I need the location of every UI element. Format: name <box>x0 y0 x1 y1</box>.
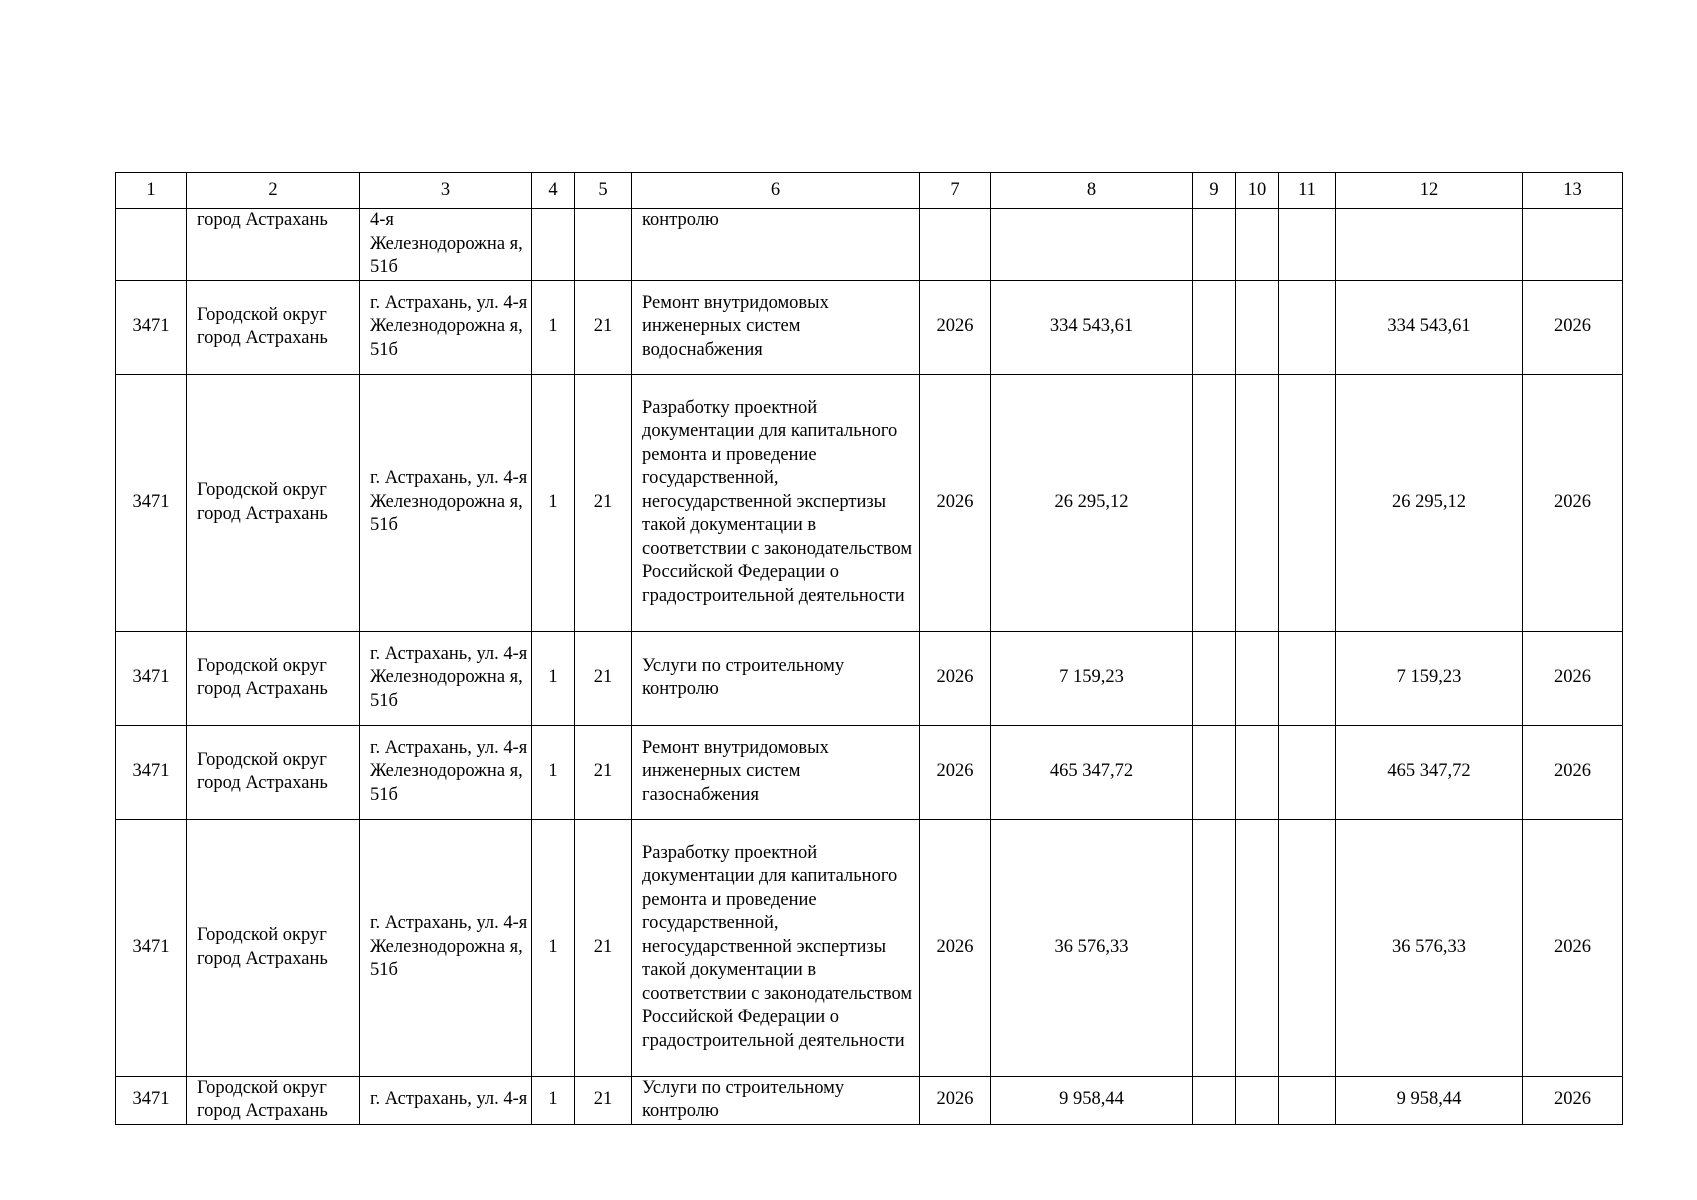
cell-id: 3471 <box>116 1076 187 1124</box>
cell-col10 <box>1236 631 1279 725</box>
cell-work: Ремонт внутридомовых инженерных систем газоснабжения <box>632 725 920 819</box>
cell-col11 <box>1279 725 1336 819</box>
cell-total: 9 958,44 <box>991 1076 1193 1124</box>
cell-col5: 21 <box>575 725 632 819</box>
cell-col9 <box>1193 374 1236 631</box>
cell-work: контролю <box>632 209 920 281</box>
cell-year: 2026 <box>920 1076 991 1124</box>
cell-col5 <box>575 209 632 281</box>
cell-col4: 1 <box>532 280 575 374</box>
cell-col10 <box>1236 280 1279 374</box>
cell-total: 465 347,72 <box>991 725 1193 819</box>
table-row <box>116 725 1623 819</box>
cell-total <box>991 209 1193 281</box>
cell-col11 <box>1279 1076 1336 1124</box>
column-header: 7 <box>920 173 991 209</box>
cell-total: 36 576,33 <box>991 819 1193 1076</box>
cell-col13: 2026 <box>1523 819 1623 1076</box>
cell-total: 26 295,12 <box>991 374 1193 631</box>
cell-col12: 7 159,23 <box>1336 631 1523 725</box>
cell-col13: 2026 <box>1523 374 1623 631</box>
cell-id: 3471 <box>116 631 187 725</box>
cell-col12: 334 543,61 <box>1336 280 1523 374</box>
cell-col11 <box>1279 280 1336 374</box>
cell-col10 <box>1236 819 1279 1076</box>
cell-col4: 1 <box>532 1076 575 1124</box>
cell-year: 2026 <box>920 374 991 631</box>
cell-year: 2026 <box>920 725 991 819</box>
capital-repair-table <box>115 172 1623 1125</box>
cell-address: г. Астрахань, ул. 4-я Железнодорожна я, 51б <box>360 374 532 631</box>
column-header: 11 <box>1279 173 1336 209</box>
column-header: 2 <box>187 173 360 209</box>
cell-work: Услуги по строительному контролю <box>632 631 920 725</box>
cell-id <box>116 209 187 281</box>
cell-col4 <box>532 209 575 281</box>
cell-id: 3471 <box>116 725 187 819</box>
cell-year: 2026 <box>920 819 991 1076</box>
cell-work: Разработку проектной документации для капитального ремонта и проведение государственной, негосударственной экспертизы такой документации в соответствии с законодательством Российской Федерации о градостроительной деятельности <box>632 819 920 1076</box>
cell-col10 <box>1236 1076 1279 1124</box>
cell-total: 334 543,61 <box>991 280 1193 374</box>
column-header: 8 <box>991 173 1193 209</box>
cell-col4: 1 <box>532 819 575 1076</box>
cell-municipality: Городской округ город Астрахань <box>187 819 360 1076</box>
cell-year: 2026 <box>920 631 991 725</box>
cell-year: 2026 <box>920 280 991 374</box>
cell-col9 <box>1193 631 1236 725</box>
cell-col4: 1 <box>532 725 575 819</box>
cell-address: г. Астрахань, ул. 4-я Железнодорожна я, 51б <box>360 725 532 819</box>
cell-col12: 9 958,44 <box>1336 1076 1523 1124</box>
table-row <box>116 280 1623 374</box>
cell-id: 3471 <box>116 280 187 374</box>
cell-col11 <box>1279 819 1336 1076</box>
cell-col12: 26 295,12 <box>1336 374 1523 631</box>
table-row <box>116 819 1623 1076</box>
cell-col13: 2026 <box>1523 280 1623 374</box>
cell-col9 <box>1193 819 1236 1076</box>
column-header: 1 <box>116 173 187 209</box>
column-header: 6 <box>632 173 920 209</box>
cell-col12: 36 576,33 <box>1336 819 1523 1076</box>
cell-col9 <box>1193 1076 1236 1124</box>
cell-col5: 21 <box>575 280 632 374</box>
cell-municipality: Городской округ город Астрахань <box>187 280 360 374</box>
cell-col10 <box>1236 209 1279 281</box>
cell-col9 <box>1193 280 1236 374</box>
cell-municipality: город Астрахань <box>187 209 360 281</box>
cell-col11 <box>1279 374 1336 631</box>
cell-address: г. Астрахань, ул. 4-я Железнодорожна я, 51б <box>360 819 532 1076</box>
cell-municipality: Городской округ город Астрахань <box>187 631 360 725</box>
cell-col5: 21 <box>575 819 632 1076</box>
cell-col13: 2026 <box>1523 725 1623 819</box>
table-row <box>116 374 1623 631</box>
cell-col5: 21 <box>575 374 632 631</box>
column-header: 3 <box>360 173 532 209</box>
cell-municipality: Городской округ город Астрахань <box>187 1076 360 1124</box>
cell-work: Разработку проектной документации для капитального ремонта и проведение государственной, негосударственной экспертизы такой документации в соответствии с законодательством Российской Федерации о градостроительной деятельности <box>632 374 920 631</box>
cell-address: г. Астрахань, ул. 4-я Железнодорожна я, 51б <box>360 280 532 374</box>
cell-id: 3471 <box>116 819 187 1076</box>
cell-col13: 2026 <box>1523 1076 1623 1124</box>
column-header: 12 <box>1336 173 1523 209</box>
table-row <box>116 1076 1623 1124</box>
cell-total: 7 159,23 <box>991 631 1193 725</box>
cell-col11 <box>1279 209 1336 281</box>
cell-col13 <box>1523 209 1623 281</box>
cell-work: Услуги по строительному контролю <box>632 1076 920 1124</box>
cell-col12 <box>1336 209 1523 281</box>
cell-address: 4-я Железнодорожна я, 51б <box>360 209 532 281</box>
cell-col10 <box>1236 725 1279 819</box>
cell-address: г. Астрахань, ул. 4-я <box>360 1076 532 1124</box>
column-number-header-row <box>116 173 1623 209</box>
cell-work: Ремонт внутридомовых инженерных систем водоснабжения <box>632 280 920 374</box>
column-header: 13 <box>1523 173 1623 209</box>
cell-id: 3471 <box>116 374 187 631</box>
cell-col12: 465 347,72 <box>1336 725 1523 819</box>
table-row <box>116 631 1623 725</box>
cell-col4: 1 <box>532 374 575 631</box>
cell-col10 <box>1236 374 1279 631</box>
cell-year <box>920 209 991 281</box>
cell-col5: 21 <box>575 1076 632 1124</box>
column-header: 5 <box>575 173 632 209</box>
column-header: 4 <box>532 173 575 209</box>
cell-address: г. Астрахань, ул. 4-я Железнодорожна я, 51б <box>360 631 532 725</box>
column-header: 10 <box>1236 173 1279 209</box>
cell-col9 <box>1193 725 1236 819</box>
cell-col9 <box>1193 209 1236 281</box>
cell-municipality: Городской округ город Астрахань <box>187 725 360 819</box>
cell-col5: 21 <box>575 631 632 725</box>
continuation-row <box>116 209 1623 281</box>
cell-col13: 2026 <box>1523 631 1623 725</box>
cell-col11 <box>1279 631 1336 725</box>
cell-col4: 1 <box>532 631 575 725</box>
column-header: 9 <box>1193 173 1236 209</box>
cell-municipality: Городской округ город Астрахань <box>187 374 360 631</box>
